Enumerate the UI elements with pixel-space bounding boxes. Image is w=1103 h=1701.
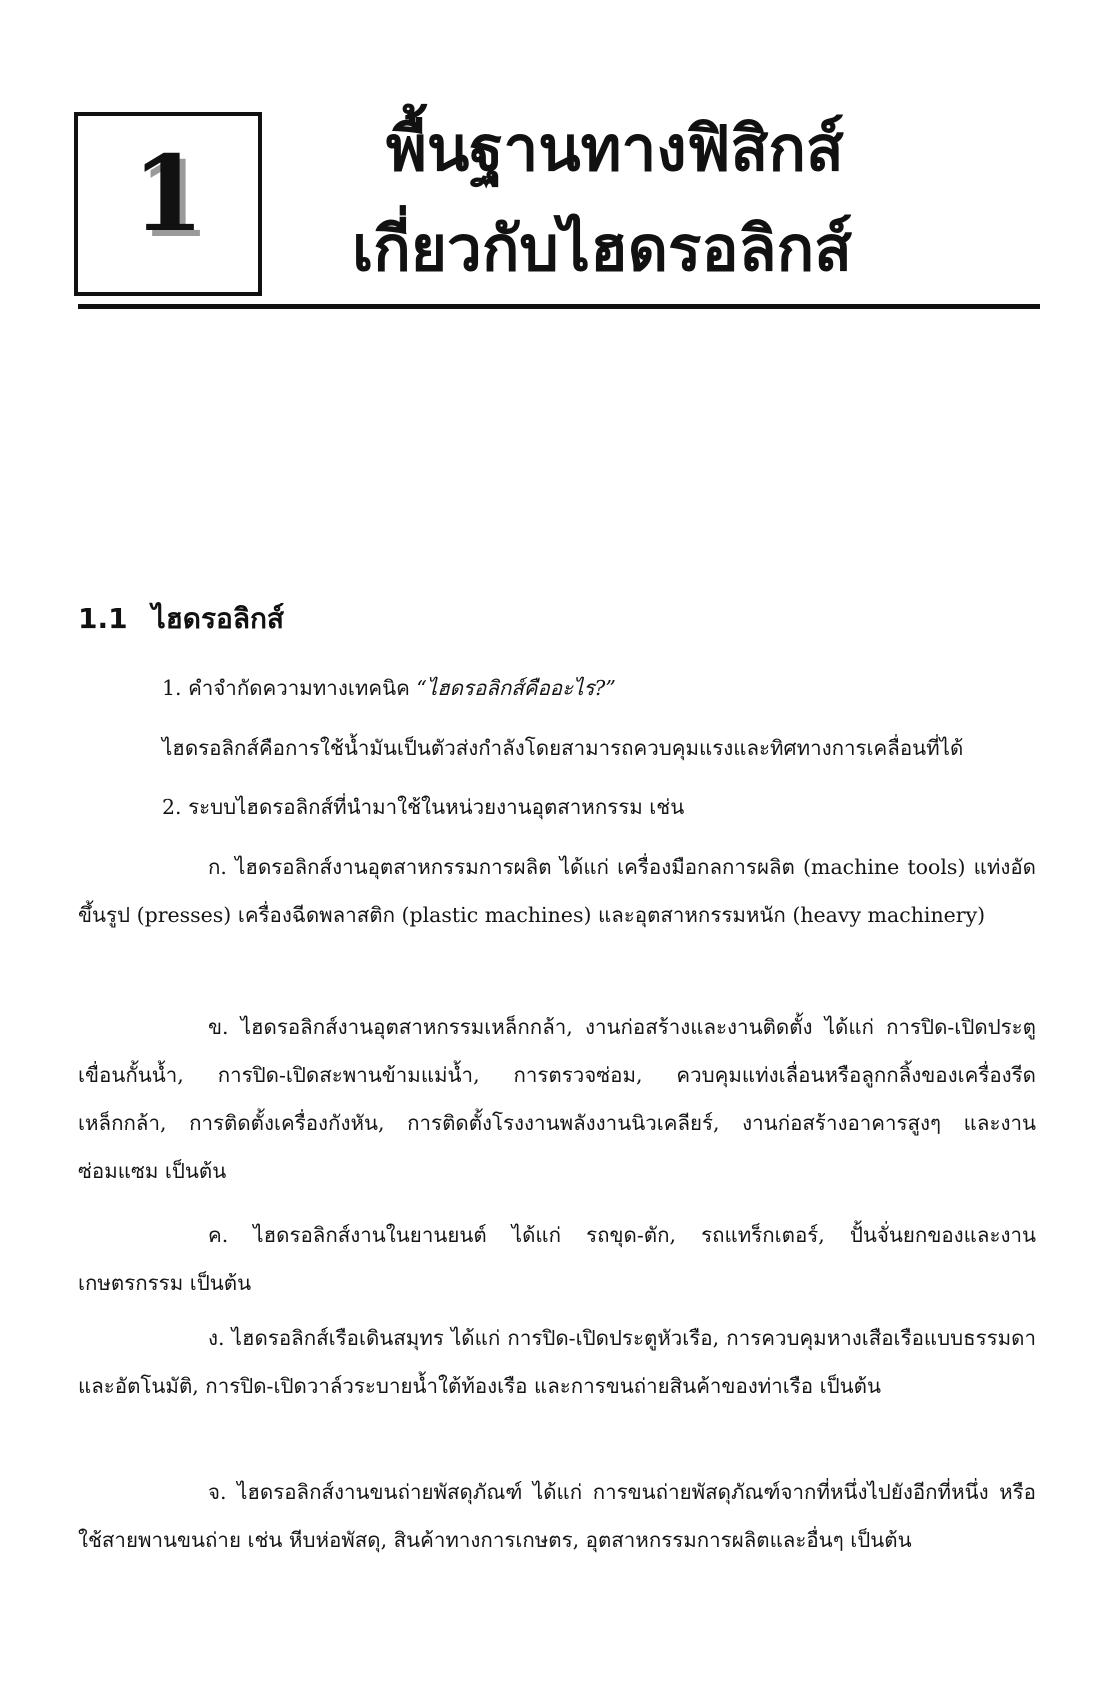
chapter-title-line-1: พื้นฐานทางฟิสิกส์ <box>386 112 844 185</box>
section-heading <box>78 602 285 635</box>
item-2: 2. ระบบไฮดรอลิกส์ที่นำมาใช้ในหน่วยงานอุตสาหกรรม เช่น <box>162 795 685 819</box>
paragraph-e: จ. ไฮดรอลิกส์งานขนถ่ายพัสดุภัณฑ์ ได้แก่ การขนถ่ายพัสดุภัณฑ์จากที่หนึ่งไปยังอีกที่หนึ่ง หรือใช้สายพานขนถ่าย เช่น หีบห่อพัสดุ, สินค้าทางการเกษตร, อุตสาหกรรมการผลิตและอื่นๆ เป็นต้น <box>78 1480 1036 1552</box>
paragraph-c: ค. ไฮดรอลิกส์งานในยานยนต์ ได้แก่ รถขุด-ตัก, รถแทร็กเตอร์, ปั้นจั่นยกของและงานเกษตรกรรม เป็นต้น <box>78 1223 1036 1295</box>
section-title: ไฮดรอลิกส์ <box>151 602 285 635</box>
chapter-number: 1 <box>131 132 205 255</box>
paragraph-d: ง. ไฮดรอลิกส์เรือเดินสมุทร ได้แก่ การปิด-เปิดประตูหัวเรือ, การควบคุมหางเสือเรือแบบธรรมดาและอัตโนมัติ, การปิด-เปิดวาล์วระบายน้ำใต้ท้องเรือ และการขนถ่ายสินค้าของท่าเรือ เป็นต้น <box>78 1326 1036 1398</box>
title-rule <box>78 304 1040 309</box>
item-1-prefix: 1. คำจำกัดความทางเทคนิค <box>162 676 417 700</box>
paragraph-b: ข. ไฮดรอลิกส์งานอุตสาหกรรมเหล็กกล้า, งานก่อสร้างและงานติดตั้ง ได้แก่ การปิด-เปิดประตูเขื่อนกั้นน้ำ, การปิด-เปิดสะพานข้ามแม่น้ำ, การตรวจซ่อม, ควบคุมแท่งเลื่อนหรือลูกกลิ้งของเครื่องรีดเหล็กกล้า, การติดตั้งเครื่องกังหัน, การติดตั้งโรงงานพลังงานนิวเคลียร์, งานก่อสร้างอาคารสูงๆ และงานซ่อมแซม เป็นต้น <box>78 1015 1036 1183</box>
paragraph-a: ก. ไฮดรอลิกส์งานอุตสาหกรรมการผลิต ได้แก่ เครื่องมือกลการผลิต (machine tools) แท่งอัดขึ้นรูป (presses) เครื่องฉีดพลาสติก (plastic machines) และอุตสาหกรรมหนัก (heavy machinery) <box>78 855 1036 927</box>
chapter-title-line-2: เกี่ยวกับไฮดรอลิกส์ <box>352 212 852 285</box>
item-1 <box>162 676 1103 701</box>
chapter-number-box <box>74 112 262 296</box>
section-number: 1.1 <box>78 602 128 635</box>
definition-text: ไฮดรอลิกส์คือการใช้น้ำมันเป็นตัวส่งกำลังโดยสามารถควบคุมแรงและทิศทางการเคลื่อนที่ได้ <box>162 736 964 760</box>
item-1-quote: “ไฮดรอลิกส์คืออะไร?” <box>416 676 616 700</box>
